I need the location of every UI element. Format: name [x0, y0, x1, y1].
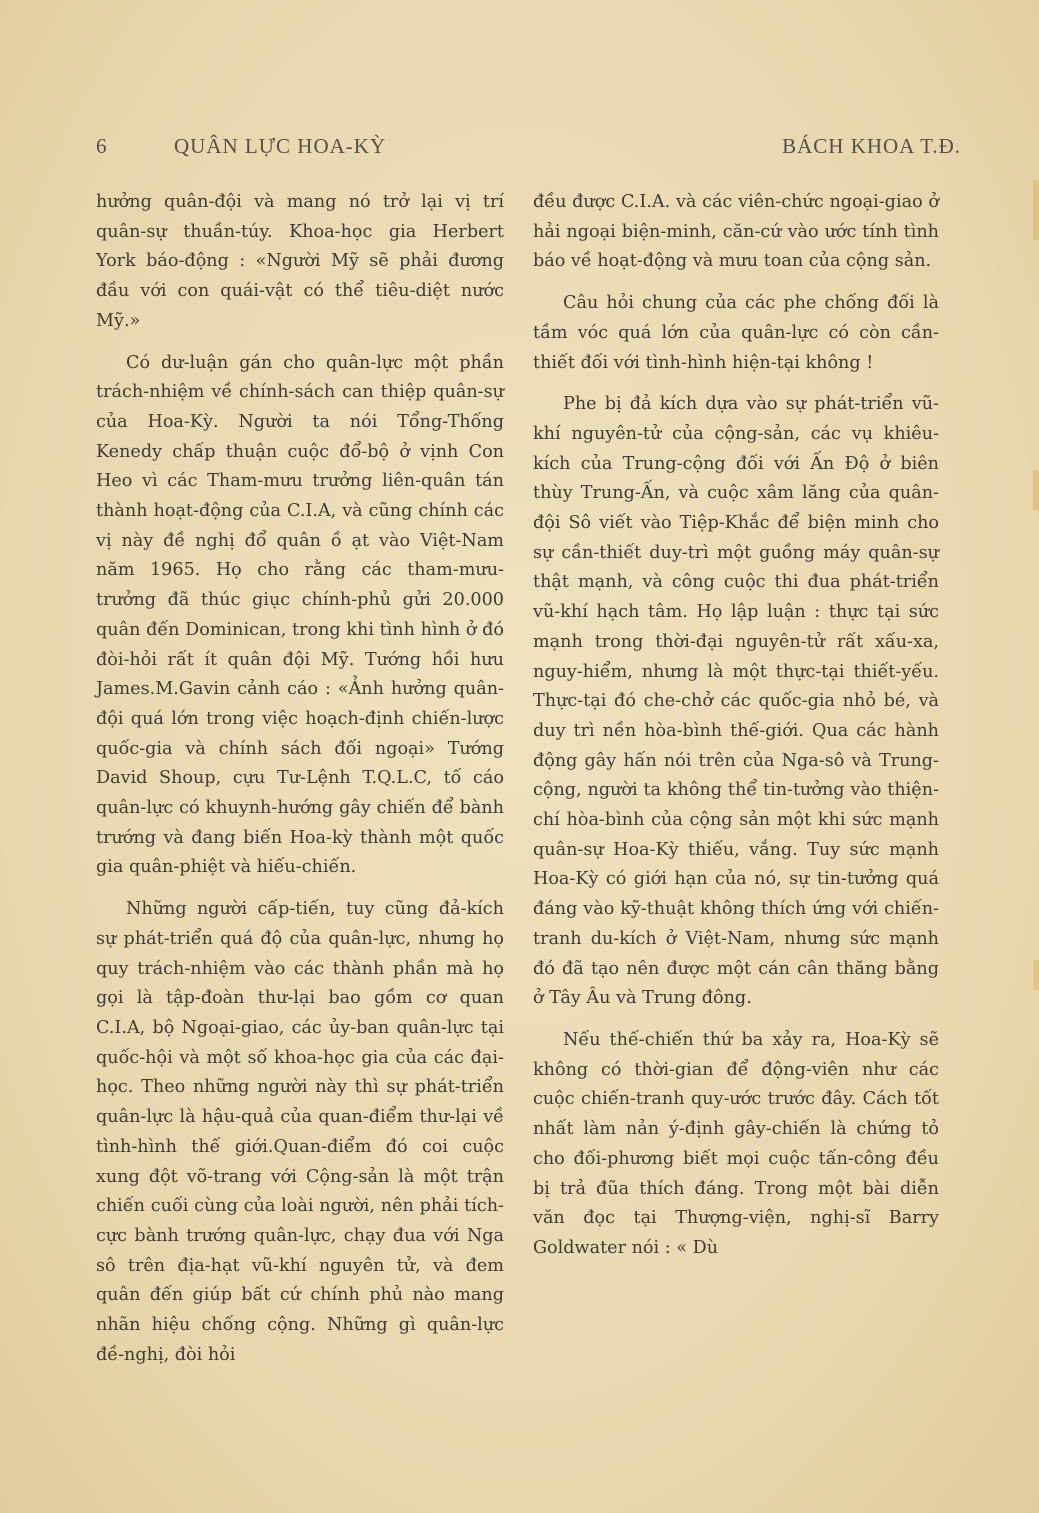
paragraph: Có dư-luận gán cho quân-lực một phần trách-nhiệm về chính-sách can thiệp quân-sự của Hoa-Kỳ. Người ta nói Tổng-Thống Kenedy chấp thuận cuộc đổ-bộ ở vịnh Con Heo vì các Tham-mưu trưởng liên-quân tán thành hoạt-động của C.I.A, và cũng chính các vị này đề nghị đổ quân ồ ạt vào Việt-Nam năm 1965. Họ cho rằng các tham-mưu-trưởng đã thúc giục chính-phủ gửi 20.000 quân đến Dominican, trong khi tình hình ở đó đòi-hỏi rất ít quân đội Mỹ. Tướng hồi hưu James.M.Gavin cảnh cáo : «Ảnh hưởng quân-đội quá lớn trong việc hoạch-định chiến-lược quốc-gia và chính sách đối ngoại» Tướng David Shoup, cựu Tư-Lệnh T.Q.L.C, tố cáo quân-lực có khuynh-hướng gây chiến để bành trướng và đang biến Hoa-kỳ thành một quốc gia quân-phiệt và hiếu-chiến. — [96, 352, 504, 878]
page-header — [96, 134, 961, 168]
publication-name: BÁCH KHOA T.Đ. — [782, 134, 961, 158]
left-column — [96, 188, 504, 1370]
page-number: 6 — [96, 134, 108, 158]
paragraph: Phe bị đả kích dựa vào sự phát-triển vũ-khí nguyên-tử của cộng-sản, các vụ khiêu-kích của Trung-cộng đối với Ấn Độ ở biên thùy Trung-Ấn, và cuộc xâm lăng của quân-đội Sô viết vào Tiệp-Khắc để biện minh cho sự cần-thiết duy-trì một guồng máy quân-sự thật mạnh, và công cuộc thi đua phát-triển vũ-khí hạch tâm. Họ lập luận : thực tại sức mạnh trong thời-đại nguyên-tử rất xấu-xa, nguy-hiểm, nhưng là một thực-tại thiết-yếu. Thực-tại đó che-chở các quốc-gia nhỏ bé, và duy trì nền hòa-bình thế-giới. Qua các hành động gây hấn nói trên của Nga-sô và Trung-cộng, người ta không thể tin-tưởng vào thiện-chí hòa-bình của cộng sản một khi sức mạnh quân-sự Hoa-Kỳ thiếu, vắng. Tuy sức mạnh Hoa-Kỳ có giới hạn của nó, sự tin-tưởng quá đáng vào kỹ-thuật không thích ứng với chiến-tranh du-kích ở Việt-Nam, nhưng sức mạnh đó đã tạo nên được một cán cân thăng bằng ở Tây Âu và Trung đông. — [533, 394, 939, 1009]
right-column — [533, 188, 939, 1264]
paragraph: đều được C.I.A. và các viên-chức ngoại-giao ở hải ngoại biện-minh, căn-cứ vào ước tính tình báo về hoạt-động và mưu toan của cộng sản. — [533, 192, 939, 272]
paragraph: Nếu thế-chiến thứ ba xảy ra, Hoa-Kỳ sẽ không có thời-gian để động-viên như các cuộc chiến-tranh quy-ước trước đây. Cách tốt nhất làm nản ý-định gây-chiến là chứng tỏ cho đối-phương biết mọi cuộc tấn-công đều bị trả đũa thích đáng. Trong một bài diễn văn đọc tại Thượng-viện, nghị-sĩ Barry Goldwater nói : « Dù — [533, 1029, 939, 1258]
page-edge-stain — [1033, 180, 1039, 240]
paragraph: Những người cấp-tiến, tuy cũng đả-kích sự phát-triển quá độ của quân-lực, nhưng họ quy trách-nhiệm vào các thành phần mà họ gọi là tập-đoàn thư-lại bao gồm cơ quan C.I.A, bộ Ngoại-giao, các ủy-ban quân-lực tại quốc-hội và một số khoa-học gia của các đại-học. Theo những người này thì sự phát-triển quân-lực là hậu-quả của quan-điểm thư-lại về tình-hình thế giới.Quan-điểm đó coi cuộc xung đột võ-trang với Cộng-sản là một trận chiến cuối cùng của loài người, nên phải tích-cực bành trướng quân-lực, chạy đua với Nga sô trên địa-hạt vũ-khí nguyên tử, và đem quân đến giúp bất cứ chính phủ nào mang nhãn hiệu chống cộng. Những gì quân-lực đề-nghị, đòi hỏi — [96, 899, 504, 1365]
running-title: QUÂN LỰC HOA-KỲ — [174, 134, 387, 158]
page-edge-stain — [1033, 470, 1039, 510]
paragraph: Câu hỏi chung của các phe chống đối là tầm vóc quá lớn của quân-lực có còn cần-thiết đối với tình-hình hiện-tại không ! — [533, 293, 939, 373]
page-edge-stain — [1033, 960, 1039, 990]
paragraph: hưởng quân-đội và mang nó trở lại vị trí quân-sự thuần-túy. Khoa-học gia Herbert York báo-động : «Người Mỹ sẽ phải đương đầu với con quái-vật có thể tiêu-diệt nước Mỹ.» — [96, 192, 504, 331]
